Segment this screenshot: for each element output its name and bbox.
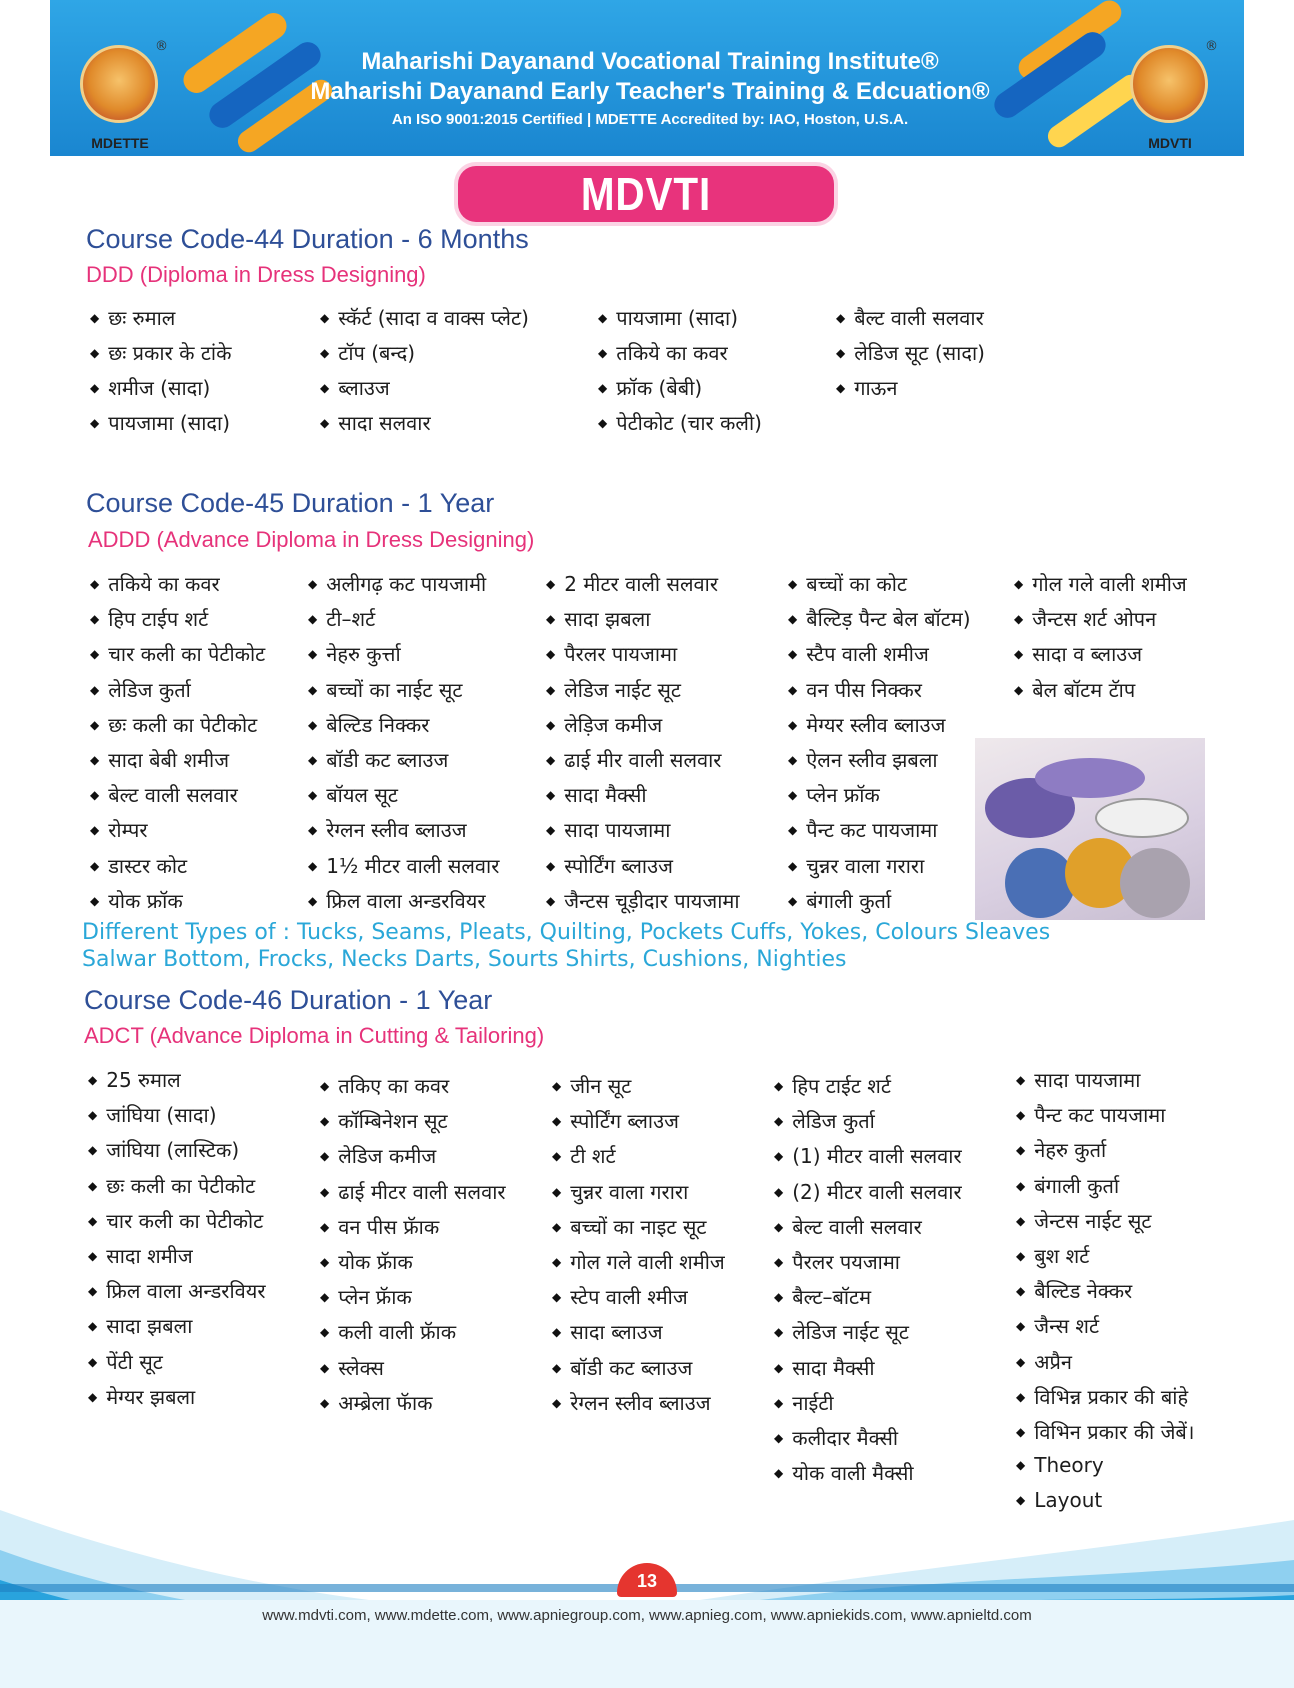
course-item: ◆ प्लेन फ्रॅाक — [320, 1283, 412, 1310]
course-item: ◆ कलीदार मैक्सी — [774, 1424, 898, 1451]
course-item: ◆ लेड़िज कमीज — [546, 711, 662, 738]
course-item: ◆ गाऊन — [836, 374, 897, 401]
mdette-logo: ® MDETTE — [72, 45, 162, 145]
page-title-badge — [458, 166, 834, 276]
course-item: ◆ चार कली का पेटीकोट — [90, 640, 265, 667]
course-item: ◆ लेडिज कुर्ता — [774, 1107, 875, 1134]
course-item: ◆ बेल्ट वाली सलवार — [774, 1213, 922, 1240]
course-item: ◆ योक फ्रॅाक — [320, 1248, 413, 1275]
institute-subtitle: An ISO 9001:2015 Certified | MDETTE Accredited by: IAO, Hoston, U.S.A. — [391, 111, 909, 128]
course-item: ◆ लेडिज सूट (सादा) — [836, 339, 985, 366]
course-item: ◆ विभिन्न प्रकार की बांहे — [1016, 1383, 1188, 1410]
course-item: ◆ डास्टर कोट — [90, 852, 187, 879]
course-item: ◆ सादा मैक्सी — [546, 781, 647, 808]
course-item: ◆ फ्रिल वाला अन्डरवियर — [308, 887, 486, 914]
course-item: ◆ विभिन प्रकार की जेबें। — [1016, 1418, 1194, 1445]
course-item: ◆ प्लेन फ्रॉक — [788, 781, 880, 808]
course-item: ◆ (1) मीटर वाली सलवार — [774, 1142, 962, 1169]
course-item: ◆ बंगाली कुर्ता — [788, 887, 891, 914]
page-title: MDVTI COURSES — [542, 168, 750, 276]
course-item: ◆ Theory — [1016, 1453, 1104, 1477]
course-item: ◆ बैल्ट वाली सलवार — [836, 304, 984, 331]
course-item: ◆ स्टेप वाली श्मीज — [552, 1283, 688, 1310]
course-item: ◆ छः कली का पेटीकोट — [88, 1172, 255, 1199]
course-item: ◆ अलीगढ़ कट पायजामी — [308, 570, 486, 597]
course-item: ◆ बेल्टिड निक्कर — [308, 711, 429, 738]
course-item: ◆ गोल गले वाली शमीज — [552, 1248, 725, 1275]
course-item: ◆ मेग्यर झबला — [88, 1383, 195, 1410]
course-item: ◆ पेटीकोट (चार कली) — [598, 409, 762, 436]
different-types-line-2: Salwar Bottom, Frocks, Necks Darts, Sourts Shirts, Cushions, Nighties — [82, 947, 847, 972]
course-item: ◆ फ्रिल वाला अन्डरवियर — [88, 1277, 266, 1304]
course-item: ◆ तकिये का कवर — [598, 339, 728, 366]
course-item: ◆ चार कली का पेटीकोट — [88, 1207, 263, 1234]
course-item: ◆ बैल्ट–बॉटम — [774, 1283, 871, 1310]
page-header — [0, 0, 1294, 156]
course-item: ◆ स्टैप वाली शमीज — [788, 640, 929, 667]
course-item: ◆ गोल गले वाली शमीज — [1014, 570, 1187, 597]
course-item: ◆ बच्चों का नाईट सूट — [308, 676, 462, 703]
course-name-45: ADDD (Advance Diploma in Dress Designing) — [88, 527, 535, 552]
course-item: ◆ नाईटी — [774, 1389, 834, 1416]
course-item: ◆ जांघिया (लास्टिक) — [88, 1136, 239, 1163]
course-item: ◆ छः कली का पेटीकोट — [90, 711, 257, 738]
course-item: ◆ जेन्टस नाईट सूट — [1016, 1207, 1151, 1234]
course-item: ◆ स्कॅर्ट (सादा व वाक्स प्लेट) — [320, 304, 529, 331]
course-item: ◆ सादा पायजामा — [546, 816, 670, 843]
course-item: ◆ पैन्ट कट पायजामा — [1016, 1101, 1165, 1128]
course-item: ◆ जैन्टस चूड़ीदार पायजामा — [546, 887, 740, 914]
course-item: ◆ योक वाली मैक्सी — [774, 1459, 914, 1486]
course-item: ◆ रेग्लन स्लीव ब्लाउज — [308, 816, 467, 843]
course-item: ◆ छः प्रकार के टांके — [90, 339, 231, 366]
course-item: ◆ जैन्टस शर्ट ओपन — [1014, 605, 1156, 632]
course-item: ◆ बेल्ट वाली सलवार — [90, 781, 238, 808]
course-item: ◆ टी–शर्ट — [308, 605, 375, 632]
course-item: ◆ सादा सलवार — [320, 409, 431, 436]
course-code-46: Course Code-46 Duration - 1 Year — [84, 985, 493, 1015]
course-item: ◆ सादा मैक्सी — [774, 1354, 875, 1381]
course-item: ◆ बॉयल सूट — [308, 781, 398, 808]
course-item: ◆ सादा ब्लाउज — [552, 1318, 663, 1345]
course-item: ◆ योक फ्रॉक — [90, 887, 183, 914]
course-item: ◆ जैन्स शर्ट — [1016, 1312, 1099, 1339]
course-item: ◆ सादा शमीज — [88, 1242, 193, 1269]
course-item: ◆ अप्रैन — [1016, 1348, 1072, 1375]
course-item: ◆ लेडिज कमीज — [320, 1142, 436, 1169]
course-item: ◆ नेहरु कुर्ता — [1016, 1136, 1106, 1163]
course-item: ◆ स्पोर्टिंग ब्लाउज — [546, 852, 673, 879]
footer-links: www.mdvti.com, www.mdette.com, www.apniegroup.com, www.apnieg.com, www.apniekids.com, www.apnieltd.com — [262, 1607, 1032, 1624]
course-item: ◆ चुन्नर वाला गरारा — [552, 1178, 688, 1205]
course-item: ◆ छः रुमाल — [90, 304, 175, 331]
course-item: ◆ ब्लाउज — [320, 374, 390, 401]
course-item: ◆ (2) मीटर वाली सलवार — [774, 1178, 962, 1205]
course-item: ◆ बंगाली कुर्ता — [1016, 1172, 1119, 1199]
course-item: ◆ टी शर्ट — [552, 1142, 616, 1169]
course-item: ◆ सादा व ब्लाउज — [1014, 640, 1142, 667]
course-item: ◆ ढाई मीटर वाली सलवार — [320, 1178, 506, 1205]
course-item: ◆ बुश शर्ट — [1016, 1242, 1089, 1269]
course-item: ◆ बच्चों का कोट — [788, 570, 907, 597]
course-item: ◆ पायजामा (सादा) — [598, 304, 738, 331]
course-item: ◆ 1½ मीटर वाली सलवार — [308, 852, 499, 879]
course-item: ◆ फ्रॉक (बेबी) — [598, 374, 702, 401]
course-item: ◆ बेल बॉटम टॅाप — [1014, 676, 1135, 703]
different-types-line-1: Different Types of : Tucks, Seams, Pleats, Quilting, Pockets Cuffs, Yokes, Colours Sleaves — [82, 920, 1051, 945]
course-item: ◆ चुन्नर वाला गरारा — [788, 852, 924, 879]
logo-tag: MDVTI — [1148, 135, 1192, 151]
page-number: 13 — [617, 1563, 677, 1597]
course-item: ◆ टॉप (बन्द) — [320, 339, 415, 366]
thread-spools-image — [975, 738, 1205, 920]
course-item: ◆ तकिए का कवर — [320, 1072, 449, 1099]
course-item: ◆ मेग्यर स्लीव ब्लाउज — [788, 711, 945, 738]
course-item: ◆ सादा पायजामा — [1016, 1066, 1140, 1093]
course-item: ◆ बच्चों का नाइट सूट — [552, 1213, 706, 1240]
course-item: ◆ अम्ब्रेला फॅाक — [320, 1389, 433, 1416]
course-item: ◆ जीन सूट — [552, 1072, 631, 1099]
course-item: ◆ हिप टाईप शर्ट — [90, 605, 208, 632]
course-name-44: DDD (Diploma in Dress Designing) — [86, 262, 426, 287]
course-item: ◆ सादा बेबी शमीज — [90, 746, 229, 773]
course-item: ◆ रोम्पर — [90, 816, 148, 843]
course-item: ◆ ढाई मीर वाली सलवार — [546, 746, 722, 773]
course-item: ◆ पैन्ट कट पायजामा — [788, 816, 937, 843]
course-item: ◆ हिप टाईट शर्ट — [774, 1072, 891, 1099]
course-item: ◆ नेहरु कुर्त्ता — [308, 640, 401, 667]
course-item: ◆ वन पीस फ्रॅाक — [320, 1213, 439, 1240]
course-item: ◆ बैल्टिड़ पैन्ट बेल बॉटम) — [788, 605, 971, 632]
course-item: ◆ पायजामा (सादा) — [90, 409, 230, 436]
course-item: ◆ स्पोर्टिंग ब्लाउज — [552, 1107, 679, 1134]
institute-title-2: Maharishi Dayanand Early Teacher's Training & Edcuation® — [310, 78, 990, 105]
course-item: ◆ सादा झबला — [88, 1312, 192, 1339]
course-item: ◆ कॉम्बिनेशन सूट — [320, 1107, 448, 1134]
course-item: ◆ सादा झबला — [546, 605, 650, 632]
course-item: ◆ लेडिज नाईट सूट — [774, 1318, 909, 1345]
mdvti-logo: ® MDVTI — [1122, 45, 1212, 145]
course-code-45: Course Code-45 Duration - 1 Year — [86, 488, 495, 518]
course-item: ◆ वन पीस निक्कर — [788, 676, 922, 703]
course-item: ◆ स्लेक्स — [320, 1354, 384, 1381]
course-item: ◆ लेडिज नाईट सूट — [546, 676, 681, 703]
course-item: ◆ शमीज (सादा) — [90, 374, 210, 401]
course-item: ◆ 2 मीटर वाली सलवार — [546, 570, 718, 597]
course-item: ◆ रेग्लन स्लीव ब्लाउज — [552, 1389, 711, 1416]
logo-tag: MDETTE — [91, 135, 149, 151]
course-item: ◆ कली वाली फ्रॅाक — [320, 1318, 456, 1345]
course-item: ◆ Layout — [1016, 1488, 1102, 1512]
course-item: ◆ ऐलन स्लीव झबला — [788, 746, 938, 773]
course-item: ◆ लेडिज कुर्ता — [90, 676, 191, 703]
course-item: ◆ पैरलर पायजामा — [546, 640, 677, 667]
course-item: ◆ 25 रुमाल — [88, 1066, 181, 1093]
course-item: ◆ पैरलर पयजामा — [774, 1248, 900, 1275]
course-name-46: ADCT (Advance Diploma in Cutting & Tailoring) — [84, 1023, 545, 1048]
course-item: ◆ बॉडी कट ब्लाउज — [308, 746, 448, 773]
institute-title-1: Maharishi Dayanand Vocational Training Institute® — [361, 48, 939, 75]
course-item: ◆ तकिये का कवर — [90, 570, 220, 597]
course-item: ◆ जांघिया (सादा) — [88, 1101, 217, 1128]
course-item: ◆ बॉडी कट ब्लाउज — [552, 1354, 692, 1381]
course-item: ◆ पेंटी सूट — [88, 1348, 163, 1375]
course-item: ◆ बैल्टिड नेक्कर — [1016, 1277, 1132, 1304]
course-code-44: Course Code-44 Duration - 6 Months — [86, 224, 529, 254]
